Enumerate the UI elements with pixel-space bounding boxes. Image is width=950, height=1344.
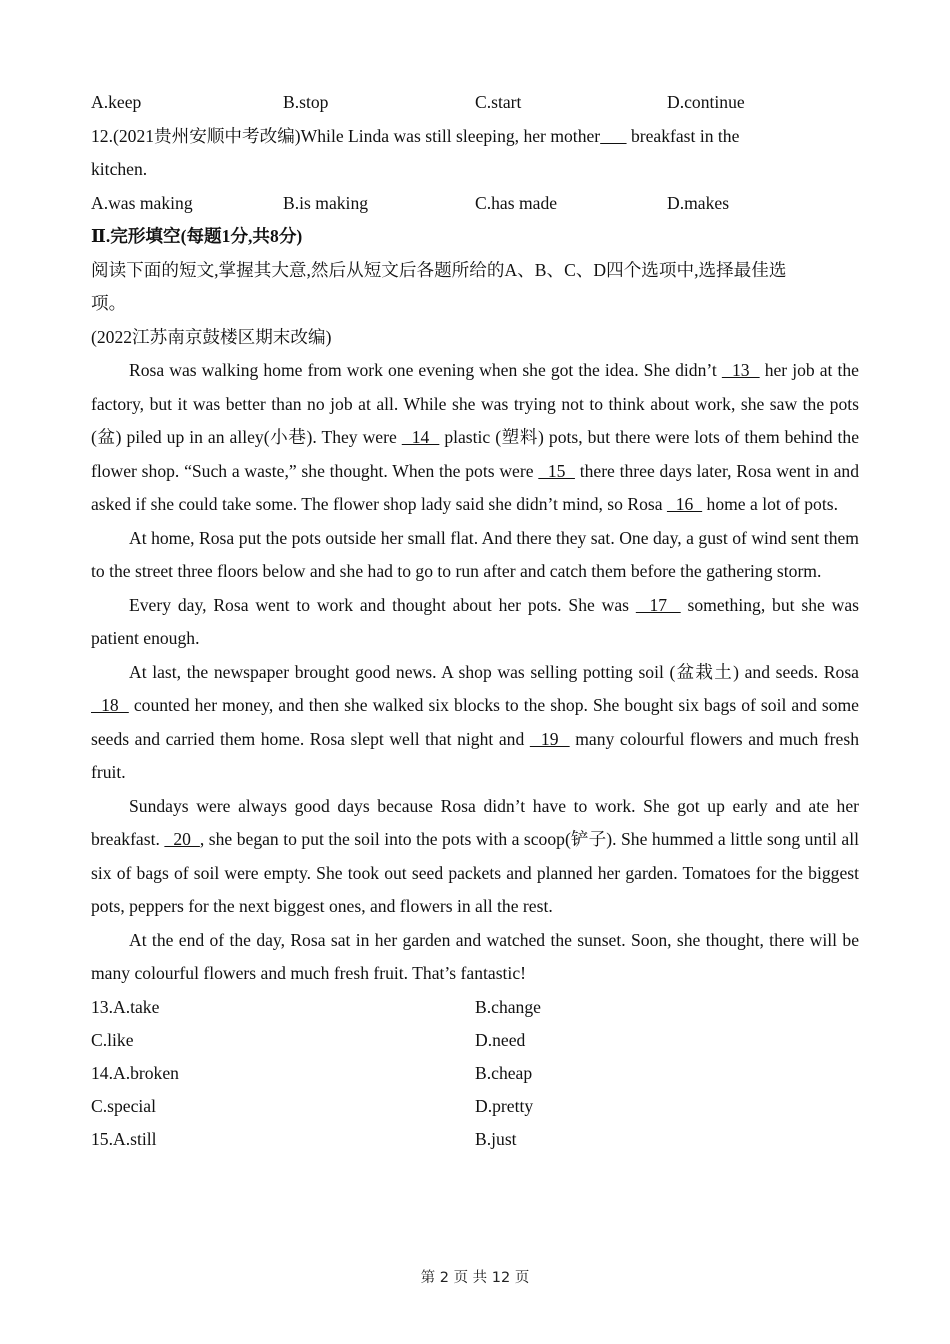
- blank-17: 17: [635, 594, 681, 615]
- blank-14: 14: [401, 427, 440, 447]
- passage-source: (2022江苏南京鼓楼区期末改编): [91, 326, 332, 347]
- option: B.cheap: [475, 1062, 533, 1083]
- passage-paragraph-1: Rosa was walking home from work one evening when she got the idea. She didn’t 13 her job at the factory, but it was better than no job at all. While she was trying not to think about work, she saw the pots (盆) piled up in an alley(小巷). They were 14 plastic (塑料) pots, but there were lots of them behind the flower shop. “Such a waste,” she thought. When the pots were 15 there three days later, Rosa went in and asked if she could take some. The flower shop lady said she didn’t mind, so Rosa 16 home a lot of pots.: [91, 360, 860, 514]
- blank-13: 13: [721, 360, 760, 380]
- passage-paragraph-3: Every day, Rosa went to work and thought about her pots. She was 17 something, but she was patient enough.: [91, 594, 859, 648]
- page-footer: 第 2 页 共 12 页: [420, 1270, 530, 1286]
- passage-paragraph-4: At last, the newspaper brought good news. A shop was selling potting soil (盆栽土) and seeds. Rosa 18 counted her money, and then she walked six blocks to the shop. She bought six bags of soil and some seeds and carried them home. Rosa slept well that night and 19 many colourful flowers and much fresh fruit.: [91, 661, 859, 782]
- option: B.just: [475, 1128, 517, 1149]
- blank-15: 15: [538, 460, 575, 481]
- option: C.has made: [475, 192, 558, 213]
- passage-paragraph-5: Sundays were always good days because Rosa didn’t have to work. She got up early and ate her breakfast. 20 , she began to put the soil into the pots with a scoop(铲子). She hummed a little song until all six of bags of soil were empty. She took out seed packets and planned her garden. Tomatoes for the biggest pots, peppers for the next biggest ones, and flowers in all the rest.: [91, 795, 859, 916]
- q12-options: [91, 187, 859, 221]
- options-row: [91, 1123, 859, 1156]
- option: 14.A.broken: [91, 1062, 179, 1083]
- option: 15.A.still: [91, 1128, 157, 1149]
- option: B.stop: [283, 92, 329, 112]
- blank-18: 18: [91, 695, 129, 715]
- option: B.change: [475, 996, 541, 1017]
- option: D.continue: [667, 92, 745, 112]
- q12-stem: 12.(2021贵州安顺中考改编)While Linda was still sleeping, her mother breakfast in the: [91, 125, 740, 146]
- option: A.was making: [91, 192, 193, 213]
- passage-paragraph-2: At home, Rosa put the pots outside her small flat. And there they sat. One day, a gust of wind sent them to the street three floors below and she had to go to run after and catch them before the gathering storm.: [91, 527, 859, 581]
- instructions-cont: 项。: [91, 293, 127, 313]
- section-heading: Ⅱ.完形填空(每题1分,共8分): [91, 226, 303, 246]
- q11-options: [91, 86, 859, 120]
- options-row: [91, 1057, 859, 1090]
- option: D.pretty: [475, 1095, 534, 1116]
- q12-blank: [600, 126, 626, 146]
- option: B.is making: [283, 192, 369, 213]
- option: C.start: [475, 92, 522, 112]
- blank-20: 20: [164, 829, 200, 849]
- option: A.keep: [91, 92, 142, 112]
- q12-stem-line2: kitchen.: [91, 159, 148, 179]
- page-content: [91, 86, 859, 1156]
- option: D.makes: [667, 192, 730, 213]
- blank-19: 19: [529, 728, 570, 749]
- options-row: [91, 1090, 859, 1123]
- options-row: [91, 1024, 859, 1057]
- blank-16: 16: [666, 494, 703, 514]
- option: C.special: [91, 1095, 156, 1116]
- passage-paragraph-6: At the end of the day, Rosa sat in her garden and watched the sunset. Soon, she thought, there will be many colourful flowers and much fresh fruit. That’s fantastic!: [91, 929, 859, 983]
- options-row: [91, 991, 859, 1024]
- option: D.need: [475, 1029, 526, 1050]
- option: 13.A.take: [91, 996, 160, 1017]
- instructions: 阅读下面的短文,掌握其大意,然后从短文后各题所给的A、B、C、D四个选项中,选择最佳选: [91, 259, 787, 280]
- option: C.like: [91, 1029, 134, 1050]
